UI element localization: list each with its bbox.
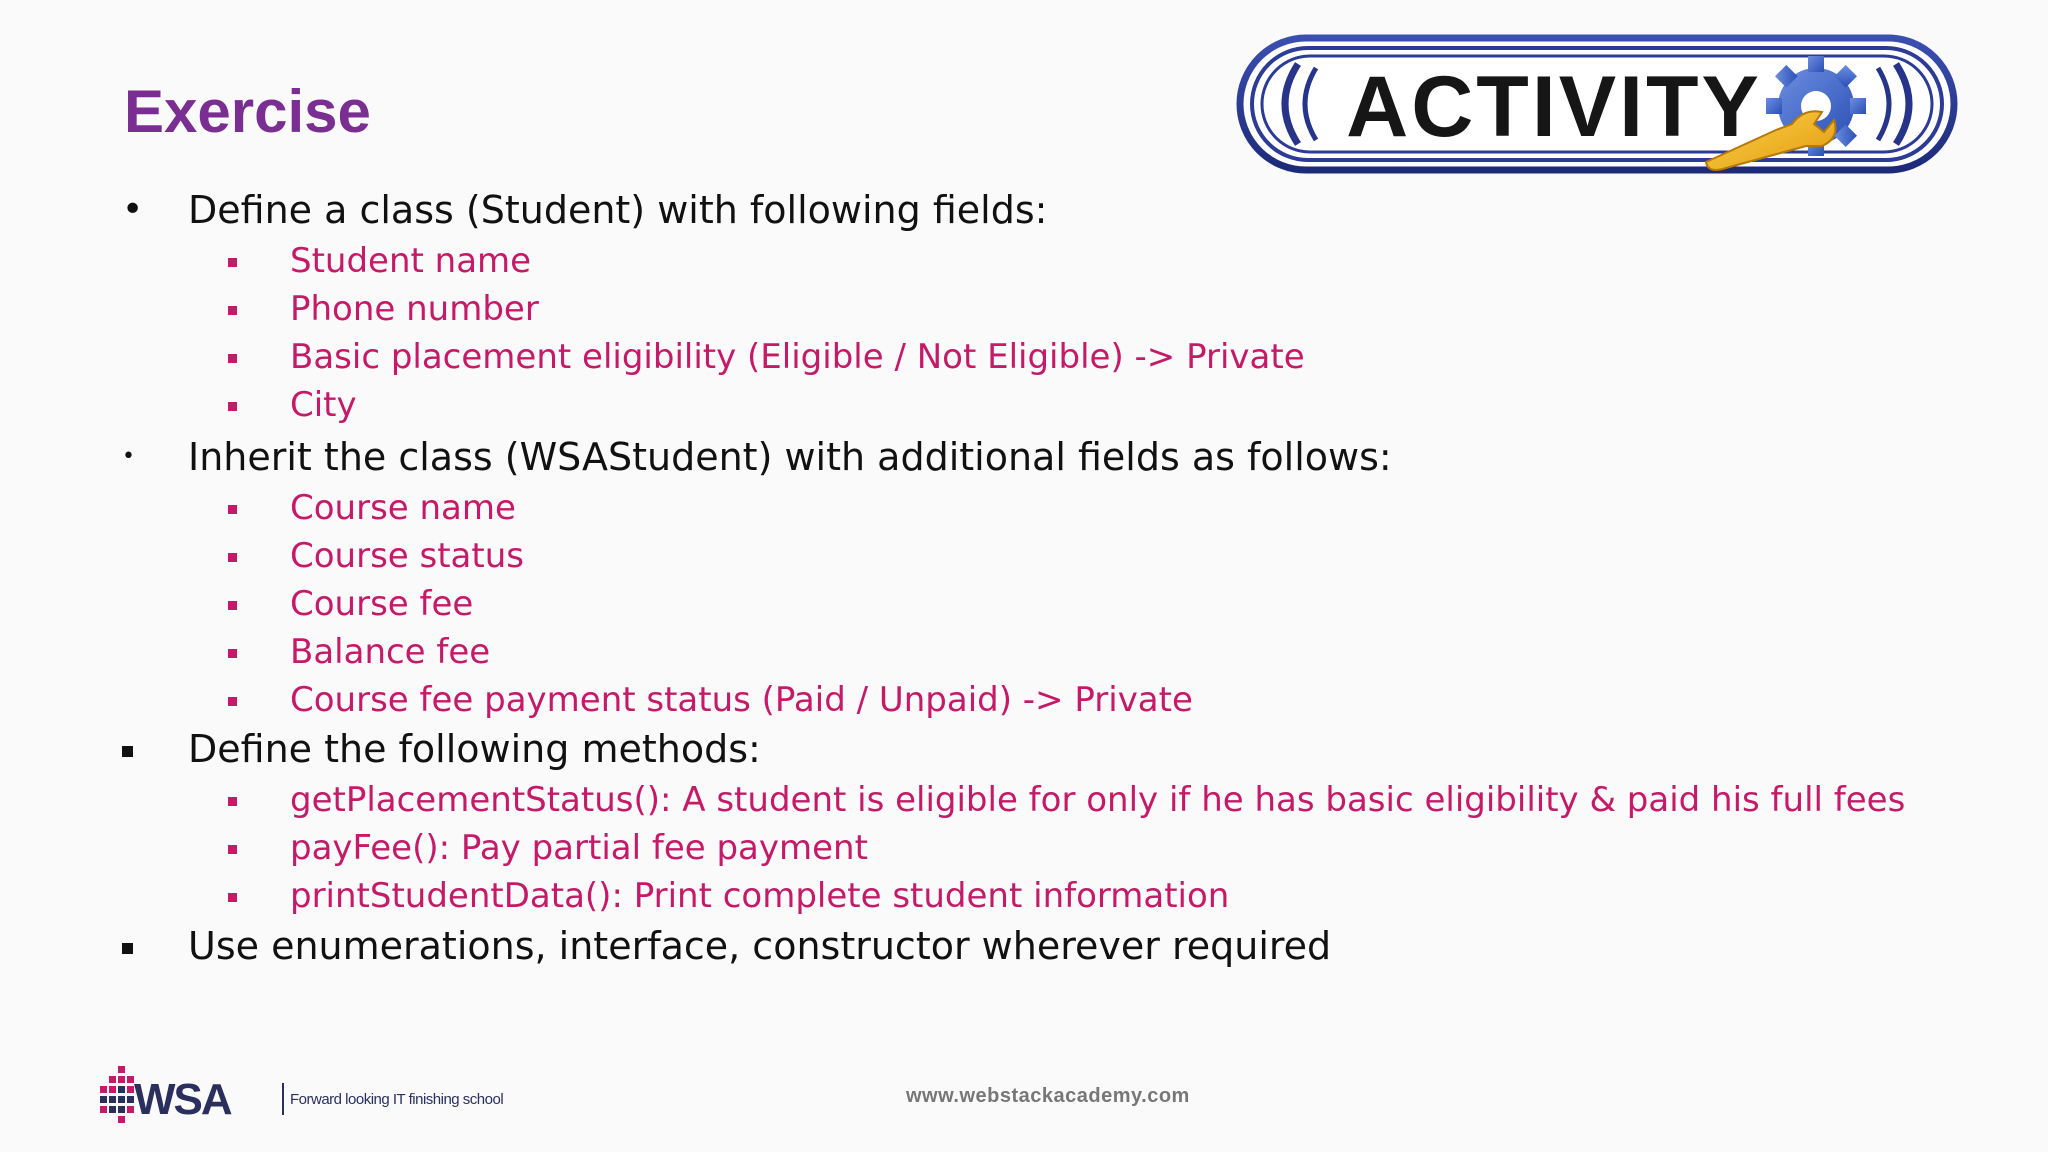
sub-bullet-marker bbox=[228, 845, 237, 854]
sub-bullet-marker bbox=[228, 649, 237, 658]
sub-bullet-item: Course fee bbox=[290, 584, 474, 624]
sub-bullet-item: Course fee payment status (Paid / Unpaid) -> Private bbox=[290, 680, 1193, 720]
sub-bullet-item: payFee(): Pay partial fee payment bbox=[290, 828, 868, 868]
badge-text: ACTIVITY bbox=[1346, 59, 1762, 155]
sub-bullet-item: Student name bbox=[290, 241, 532, 281]
sub-bullet-marker bbox=[228, 553, 237, 562]
bullet-dot: • bbox=[122, 189, 144, 230]
bullet-item: Define a class (Student) with following fields: bbox=[188, 188, 1048, 232]
sub-bullet-marker bbox=[228, 797, 237, 806]
sub-bullet-marker bbox=[228, 505, 237, 514]
sub-bullet-item: printStudentData(): Print complete student information bbox=[290, 876, 1230, 916]
slide-title: Exercise bbox=[124, 78, 371, 145]
tagline-divider bbox=[282, 1083, 284, 1115]
wsa-tagline: Forward looking IT finishing school bbox=[290, 1091, 504, 1108]
sub-bullet-marker bbox=[228, 258, 237, 267]
bullet-item: Use enumerations, interface, constructor wherever required bbox=[188, 924, 1332, 968]
sub-bullet-item: Course status bbox=[290, 536, 524, 576]
footer-url[interactable]: www.webstackacademy.com bbox=[906, 1085, 1190, 1107]
sub-bullet-item: City bbox=[290, 385, 357, 425]
sub-bullet-marker bbox=[228, 893, 237, 902]
bullet-item: Inherit the class (WSAStudent) with additional fields as follows: bbox=[188, 435, 1392, 479]
sub-bullet-item: Basic placement eligibility (Eligible / Not Eligible) -> Private bbox=[290, 337, 1305, 377]
sub-bullet-item: Phone number bbox=[290, 289, 539, 329]
bullet-square bbox=[122, 943, 133, 954]
sub-bullet-marker bbox=[228, 601, 237, 610]
sub-bullet-marker bbox=[228, 354, 237, 363]
sub-bullet-item: Balance fee bbox=[290, 632, 491, 672]
bullet-item: Define the following methods: bbox=[188, 727, 761, 771]
bullet-square bbox=[122, 746, 133, 757]
sub-bullet-item: getPlacementStatus(): A student is eligible for only if he has basic eligibility & paid his full fees bbox=[290, 780, 1906, 820]
sub-bullet-marker bbox=[228, 402, 237, 411]
sub-bullet-item: Course name bbox=[290, 488, 516, 528]
sub-bullet-marker bbox=[228, 697, 237, 706]
bullet-dot: • bbox=[122, 444, 135, 469]
wsa-brand: WSA bbox=[134, 1075, 231, 1124]
sub-bullet-marker bbox=[228, 306, 237, 315]
